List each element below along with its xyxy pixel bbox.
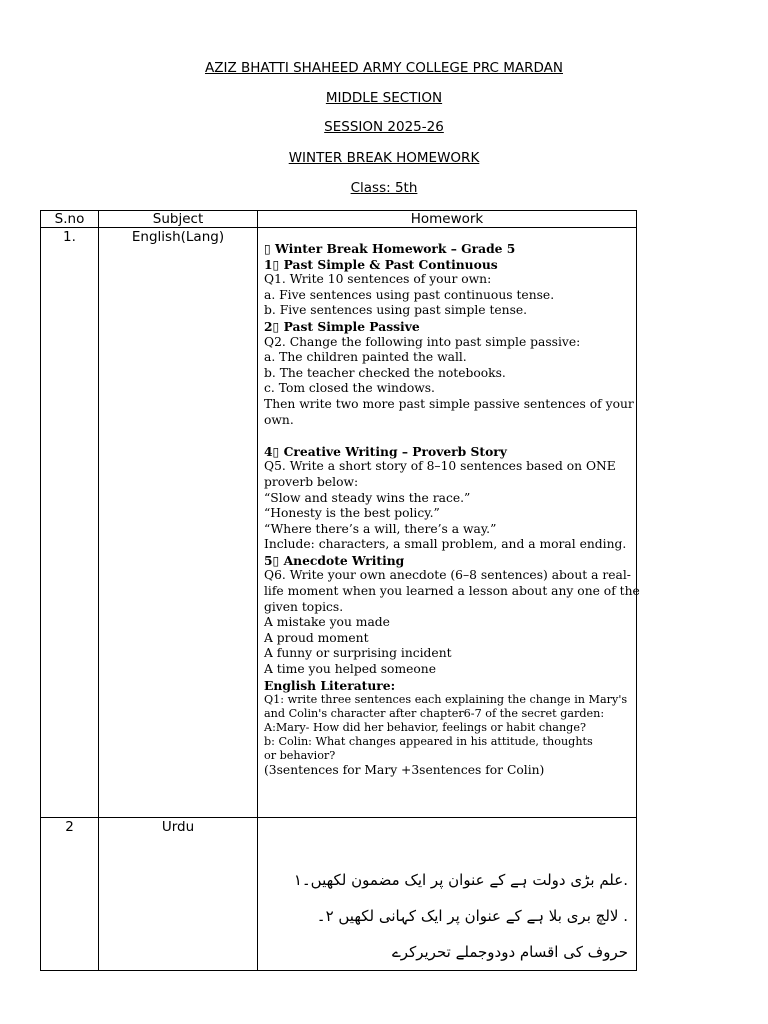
table-row	[41, 818, 637, 971]
homework-line: Q2. Change the following into past simple passive:	[264, 334, 581, 349]
row-sno: 1.	[41, 228, 99, 818]
homework-line: and Colin's character after chapter6-7 of the secret garden:	[264, 707, 605, 721]
homework-line: Q1. Write 10 sentences of your own:	[264, 272, 492, 287]
homework-line: Include: characters, a small problem, and a moral ending.	[264, 537, 627, 552]
homework-line: b: Colin: What changes appeared in his attitude, thoughts	[264, 734, 593, 748]
homework-line: life moment when you learned a lesson about any one of the	[264, 584, 640, 599]
urdu-homework-line: حروف کی اقسام دودوجملے تحریرکرے	[392, 943, 628, 961]
homework-heading: 4▯ Creative Writing – Proverb Story	[264, 443, 507, 459]
college-name: AZIZ BHATTI SHAHEED ARMY COLLEGE PRC MARDAN	[204, 60, 563, 76]
homework-line: “Where there’s a will, there’s a way.”	[264, 521, 497, 536]
homework-line: A mistake you made	[264, 615, 390, 630]
homework-line: b. The teacher checked the notebooks.	[264, 365, 506, 380]
row-sno: 2	[41, 818, 99, 971]
homework-line: own.	[264, 412, 294, 427]
homework-heading: ▯ Winter Break Homework – Grade 5	[264, 241, 516, 256]
header-sno: S.no	[41, 211, 99, 228]
homework-heading: English Literature:	[264, 677, 396, 693]
blank-line	[264, 428, 632, 444]
row-subject: Urdu	[99, 818, 258, 971]
homework-line: or behavior?	[264, 748, 336, 762]
homework-english	[258, 228, 640, 818]
homework-heading: 5▯ Anecdote Writing	[264, 552, 405, 568]
homework-urdu	[258, 818, 637, 971]
homework-line: proverb below:	[264, 474, 359, 489]
section-name: MIDDLE SECTION	[325, 90, 443, 106]
header-subject: Subject	[99, 211, 258, 228]
homework-line: A funny or surprising incident	[264, 646, 452, 661]
session-label: SESSION 2025-26	[324, 119, 444, 135]
homework-line: A time you helped someone	[264, 662, 437, 677]
homework-line: Q6. Write your own anecdote (6–8 sentences) about a real-	[264, 568, 631, 583]
homework-line: (3sentences for Mary +3sentences for Colin)	[264, 762, 545, 777]
homework-line: A proud moment	[264, 630, 369, 645]
urdu-homework-line: .علم بڑی دولت ہے کے عنوان پر ایک مضمون لکھیں۔۱	[293, 871, 628, 889]
homework-line: b. Five sentences using past simple tense.	[264, 303, 528, 318]
row-subject: English(Lang)	[99, 228, 258, 818]
homework-line: given topics.	[264, 599, 344, 614]
table-row	[41, 228, 637, 818]
table-header-row	[41, 211, 637, 228]
homework-line: A:Mary- How did her behavior, feelings or habit change?	[264, 721, 586, 735]
homework-line: a. Five sentences using past continuous tense.	[264, 287, 555, 302]
urdu-homework-line: . لالچ بری بلا ہے کے عنوان پر ایک کہانی لکھیں ۲۔	[316, 907, 628, 925]
homework-line: a. The children painted the wall.	[264, 350, 467, 365]
homework-heading: 2▯ Past Simple Passive	[264, 318, 420, 334]
homework-line: Q5. Write a short story of 8–10 sentences based on ONE	[264, 459, 616, 474]
homework-heading: 1▯ Past Simple & Past Continuous	[264, 256, 498, 272]
document-title: WINTER BREAK HOMEWORK	[288, 150, 480, 166]
homework-line: Q1: write three sentences each explaining the change in Mary's	[264, 693, 628, 707]
homework-line: c. Tom closed the windows.	[264, 381, 435, 396]
homework-line: “Honesty is the best policy.”	[264, 506, 440, 521]
homework-line: “Slow and steady wins the race.”	[264, 490, 471, 505]
class-label: Class: 5th	[350, 180, 418, 196]
homework-table	[40, 210, 640, 971]
homework-line: Then write two more past simple passive sentences of your	[264, 396, 634, 411]
header-homework: Homework	[258, 211, 637, 228]
